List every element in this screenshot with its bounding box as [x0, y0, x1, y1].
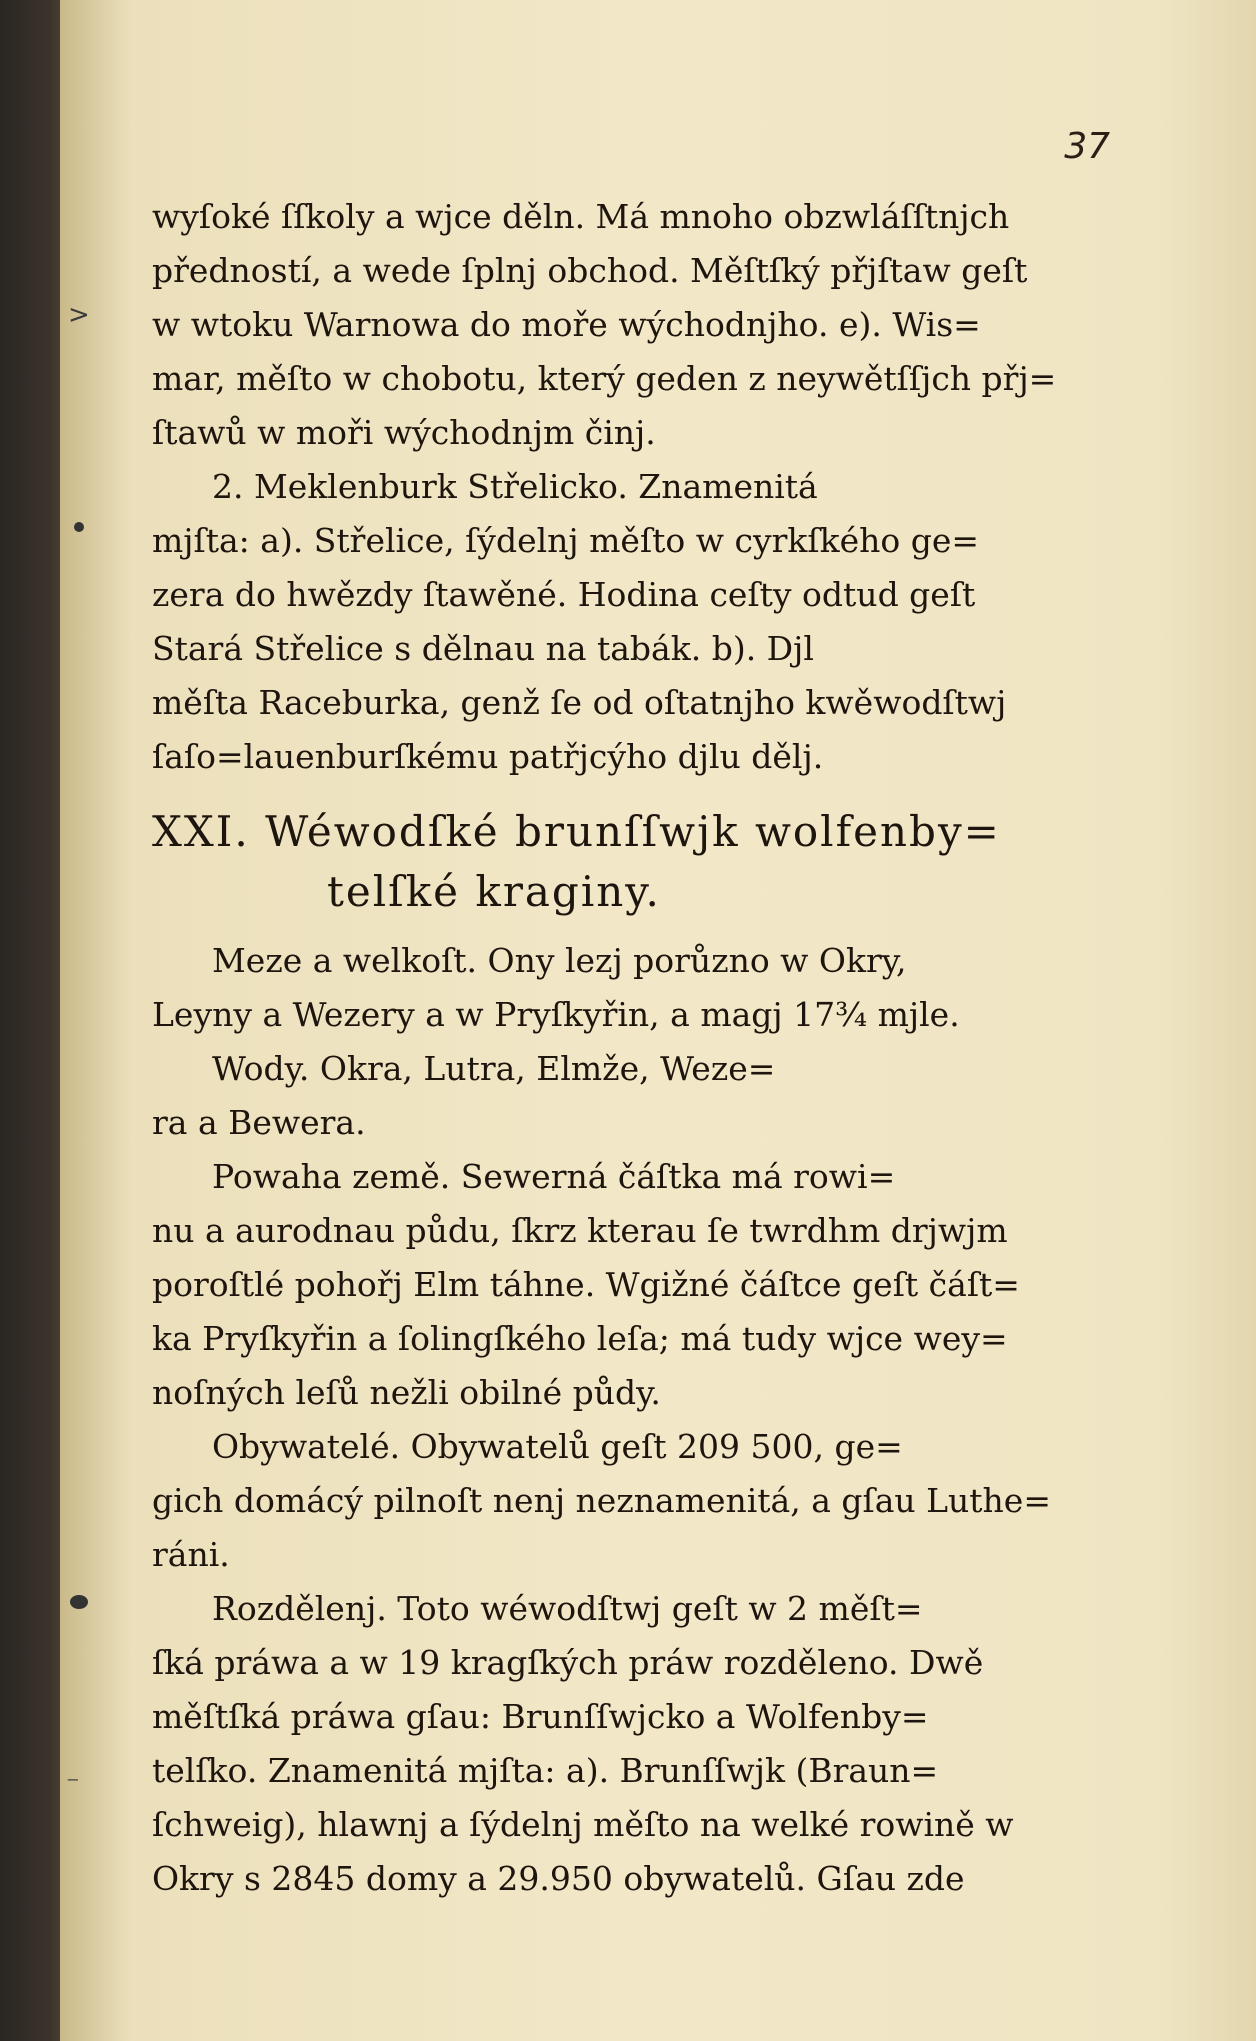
margin-mark: ⁻ [66, 1770, 80, 1800]
text-line: předností, a wede ſplnj obchod. Měſtſký přjſtaw geſt [152, 251, 1028, 290]
body-text [152, 190, 1097, 1906]
text-line: ſtawů w moři wýchodnjm činj. [152, 413, 656, 452]
text-line: gich domácý pilnoſt nenj neznamenitá, a gſau Luthe= [152, 1481, 1051, 1520]
text-line: Meze a welkoſt. Ony lezj porůzno w Okry, [212, 941, 907, 980]
text-line: noſných leſů nežli obilné půdy. [152, 1373, 661, 1412]
text-line: mjſta: a). Střelice, ſýdelnj měſto w cyrkſkého ge= [152, 521, 980, 560]
text-line: Powaha země. Sewerná čáſtka má rowi= [212, 1157, 896, 1196]
text-line: Stará Střelice s dělnau na tabák. b). Djl [152, 629, 814, 668]
text-line: ſchweig), hlawnj a ſýdelnj měſto na welké rowině w [152, 1805, 1014, 1844]
text-line: telſko. Znamenitá mjſta: a). Brunſſwjk (Braun= [152, 1751, 939, 1790]
chapter-heading: XXI. Wéwodſké brunſſwjk wolfenby= [152, 807, 1001, 856]
text-line: Obywatelé. Obywatelů geſt 209 500, ge= [212, 1427, 903, 1466]
text-line: Rozdělenj. Toto wéwodſtwj geſt w 2 měſt= [212, 1589, 923, 1628]
text-line: měſta Raceburka, genž ſe od oſtatnjho kwěwodſtwj [152, 683, 1007, 722]
margin-mark: > [68, 300, 90, 330]
text-line: Wody. Okra, Lutra, Elmže, Weze= [212, 1049, 776, 1088]
chapter-heading-continued: telſké kraginy. [327, 867, 661, 916]
text-line: ſká práwa a w 19 kragſkých práw rozděleno. Dwě [152, 1643, 984, 1682]
margin-dot [70, 1595, 88, 1609]
text-line: měſtſká práwa gſau: Brunſſwjcko a Wolfenby= [152, 1697, 929, 1736]
margin-dot [74, 522, 84, 532]
text-line: wyſoké ſſkoly a wjce děln. Má mnoho obzwláſſtnjch [152, 197, 1010, 236]
text-line: ſaſo=lauenburſkému patřjcýho djlu dělj. [152, 737, 824, 776]
text-line: w wtoku Warnowa do moře wýchodnjho. e). Wis= [152, 305, 981, 344]
section-subheading: 2. Meklenburk Střelicko. Znamenitá [212, 467, 818, 506]
text-line: Leyny a Wezery a w Pryſkyřin, a magj 17¾ mjle. [152, 995, 960, 1034]
text-line: zera do hwězdy ſtawěné. Hodina ceſty odtud geſt [152, 575, 976, 614]
text-line: Okry s 2845 domy a 29.950 obywatelů. Gſau zde [152, 1859, 965, 1898]
text-line: poroſtlé pohořj Elm táhne. Wgižné čáſtce geſt čáſt= [152, 1265, 1020, 1304]
book-page [60, 0, 1256, 2041]
text-line: nu a aurodnau půdu, ſkrz kterau ſe twrdhm drjwjm [152, 1211, 1008, 1250]
text-line: ka Pryſkyřin a ſolingſkého leſa; má tudy wjce wey= [152, 1319, 1008, 1358]
text-line: mar, měſto w chobotu, který geden z neywětſſjch přj= [152, 359, 1057, 398]
text-line: ra a Bewera. [152, 1103, 366, 1142]
page-number: 37 [1064, 126, 1110, 167]
text-line: ráni. [152, 1535, 230, 1574]
